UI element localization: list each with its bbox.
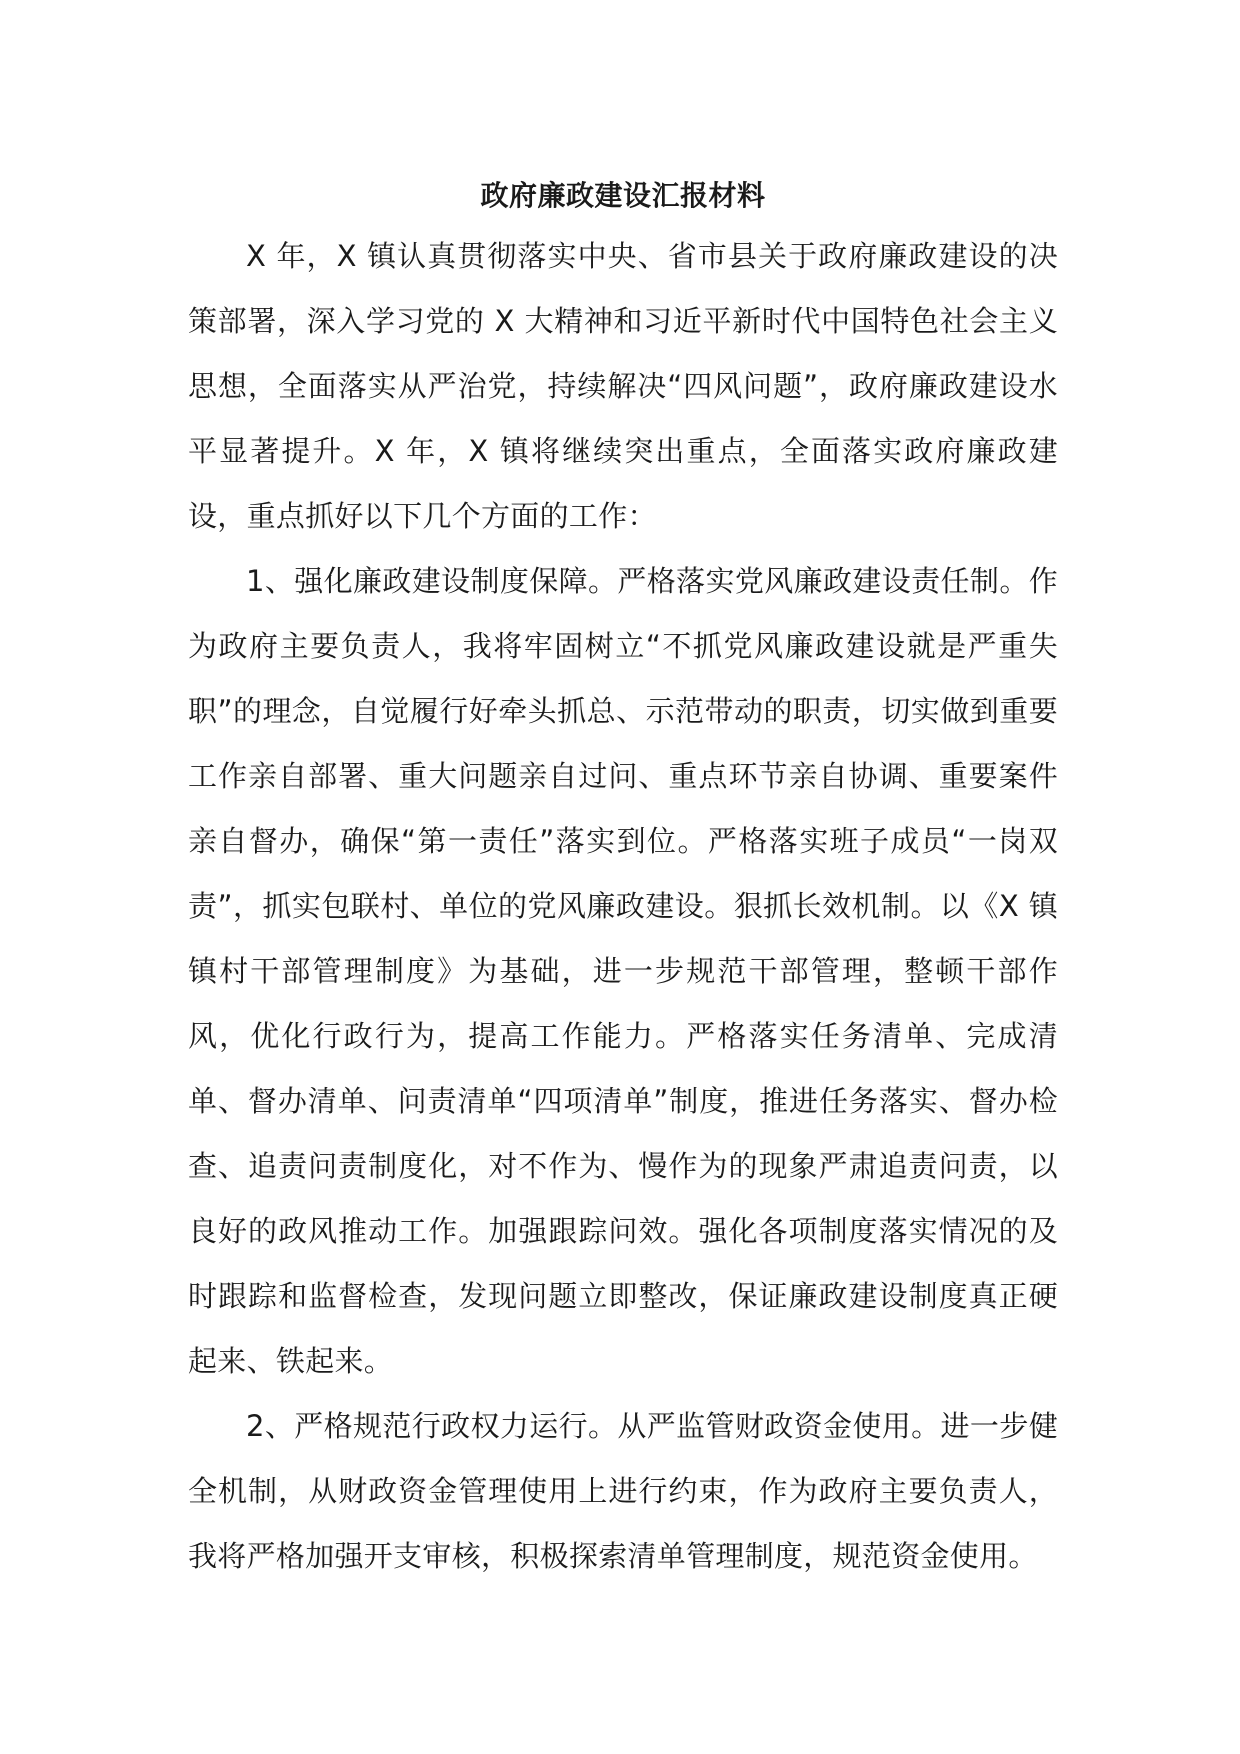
paragraph-section-1: 1、强化廉政建设制度保障。严格落实党风廉政建设责任制。作为政府主要负责人，我将牢固树立“不抓党风廉政建设就是严重失职”的理念，自觉履行好牵头抓总、示范带动的职责，切实做到重要工作亲自部署、重大问题亲自过问、重点环节亲自协调、重要案件亲自督办，确保“第一责任”落实到位。严格落实班子成员“一岗双责”，抓实包联村、单位的党风廉政建设。狠抓长效机制。以《X 镇镇村干部管理制度》为基础，进一步规范干部管理，整顿干部作风，优化行政行为，提高工作能力。严格落实任务清单、完成清单、督办清单、问责清单“四项清单”制度，推进任务落实、督办检查、追责问责制度化，对不作为、慢作为的现象严肃追责问责，以良好的政风推动工作。加强跟踪问效。强化各项制度落实情况的及时跟踪和监督检查，发现问题立即整改，保证廉政建设制度真正硬起来、铁起来。 bbox=[188, 564, 1058, 1378]
paragraph-section-2: 2、严格规范行政权力运行。从严监管财政资金使用。进一步健全机制，从财政资金管理使用上进行约束，作为政府主要负责人，我将严格加强开支审核，积极探索清单管理制度，规范资金使用。 bbox=[188, 1409, 1058, 1573]
document-page bbox=[188, 176, 1058, 1589]
document-title: 政府廉政建设汇报材料 bbox=[480, 179, 766, 212]
paragraph-intro: X 年，X 镇认真贯彻落实中央、省市县关于政府廉政建设的决策部署，深入学习党的 X 大精神和习近平新时代中国特色社会主义思想，全面落实从严治党，持续解决“四风问题”，政府廉政建设水平显著提升。X 年，X 镇将继续突出重点，全面落实政府廉政建设，重点抓好以下几个方面的工作： bbox=[188, 239, 1058, 533]
